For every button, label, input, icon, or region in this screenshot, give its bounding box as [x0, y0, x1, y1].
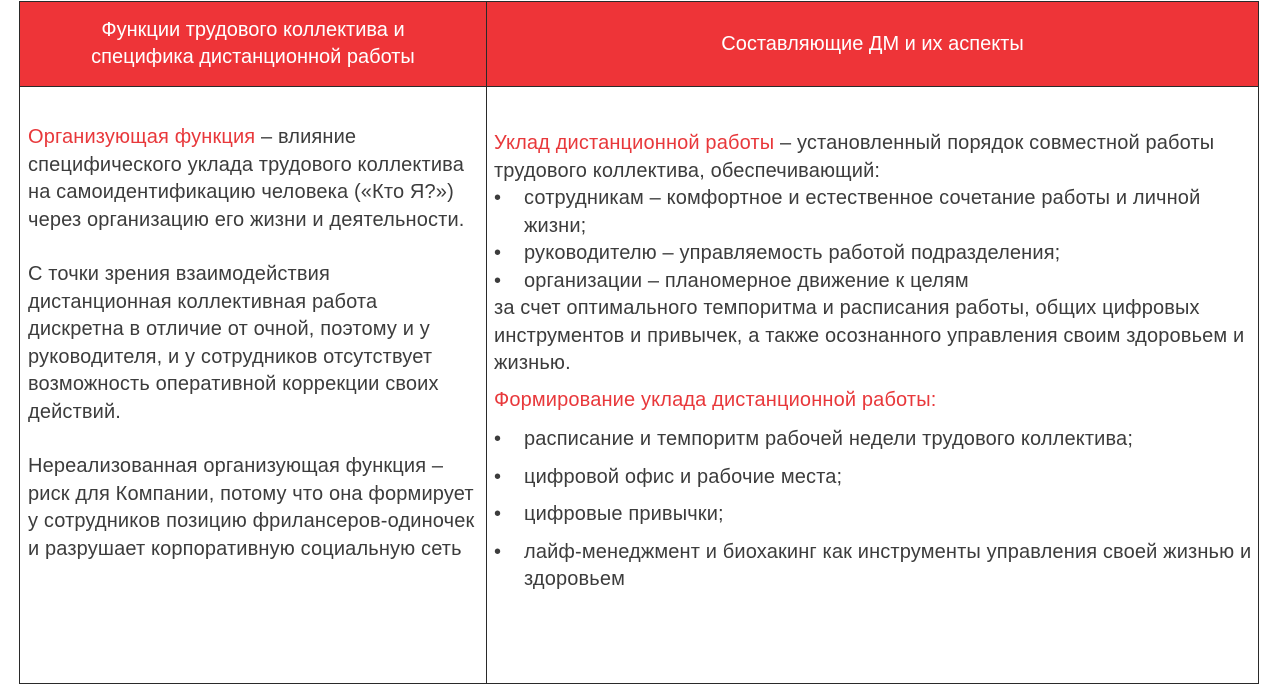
formation-subheading: Формирование уклада дистанционной работы:	[494, 388, 937, 411]
comparison-table	[19, 1, 1259, 684]
remote-work-term: Уклад дистанционной работы	[494, 132, 775, 154]
bullet-icon: •	[494, 269, 502, 292]
remote-work-definition	[494, 130, 1254, 185]
organizing-function-term: Организующая функция	[28, 126, 256, 148]
left-column	[28, 124, 478, 590]
list-item: • расписание и темпоритм рабочей недели трудового коллектива;	[494, 426, 1254, 454]
bullet-icon: •	[494, 465, 502, 488]
organizing-function-paragraph	[28, 124, 478, 234]
right-column	[494, 130, 1254, 604]
list-item: • цифровой офис и рабочие места;	[494, 464, 1254, 492]
risk-paragraph: Нереализованная организующая функция – риск для Компании, потому что она формирует у сотрудников позицию фрилансеров-одиночек и разрушает корпоративную социальную сеть	[28, 455, 475, 560]
header-right-title: Составляющие ДМ и их аспекты	[721, 32, 1024, 55]
bullet-icon: •	[494, 503, 502, 525]
remote-work-description: – установленный порядок совместной работы трудового коллектива, обеспечивающий:	[494, 132, 1215, 182]
table-header	[20, 2, 1258, 87]
list-item: • сотрудникам – комфортное и естественное сочетание работы и личной жизни;	[494, 187, 1201, 237]
bullet-icon: •	[494, 428, 502, 450]
bullet-icon: •	[494, 540, 502, 563]
means-paragraph: за счет оптимального темпоритма и расписания работы, общих цифровых инструментов и привычек, а также осознанного управления своим здоровьем и жизнью.	[494, 297, 1245, 374]
list-item: • руководителю – управляемость работой подразделения;	[494, 240, 1254, 268]
benefits-list	[494, 185, 1254, 295]
organizing-function-definition: – влияние специфического уклада трудового коллектива на самоидентификацию человека («Кто Я?») через организацию его жизни и деятельности.	[28, 126, 465, 231]
list-item: • лайф-менеджмент и биохакинг как инструменты управления своей жизнью и здоровьем	[494, 540, 1252, 590]
bullet-icon: •	[494, 187, 502, 209]
formation-list	[494, 426, 1254, 594]
list-item: • цифровые привычки;	[494, 501, 1254, 529]
header-left-title: Функции трудового коллектива и специфика дистанционной работы	[91, 19, 415, 68]
column-divider	[486, 2, 487, 683]
interaction-paragraph: С точки зрения взаимодействия дистанционная коллективная работа дискретна в отличие от очной, поэтому и у руководителя, и у сотрудников отсутствует возможность оперативной коррекции своих действий.	[28, 263, 439, 423]
bullet-icon: •	[494, 242, 502, 264]
list-item: • организации – планомерное движение к целям	[494, 268, 1254, 296]
